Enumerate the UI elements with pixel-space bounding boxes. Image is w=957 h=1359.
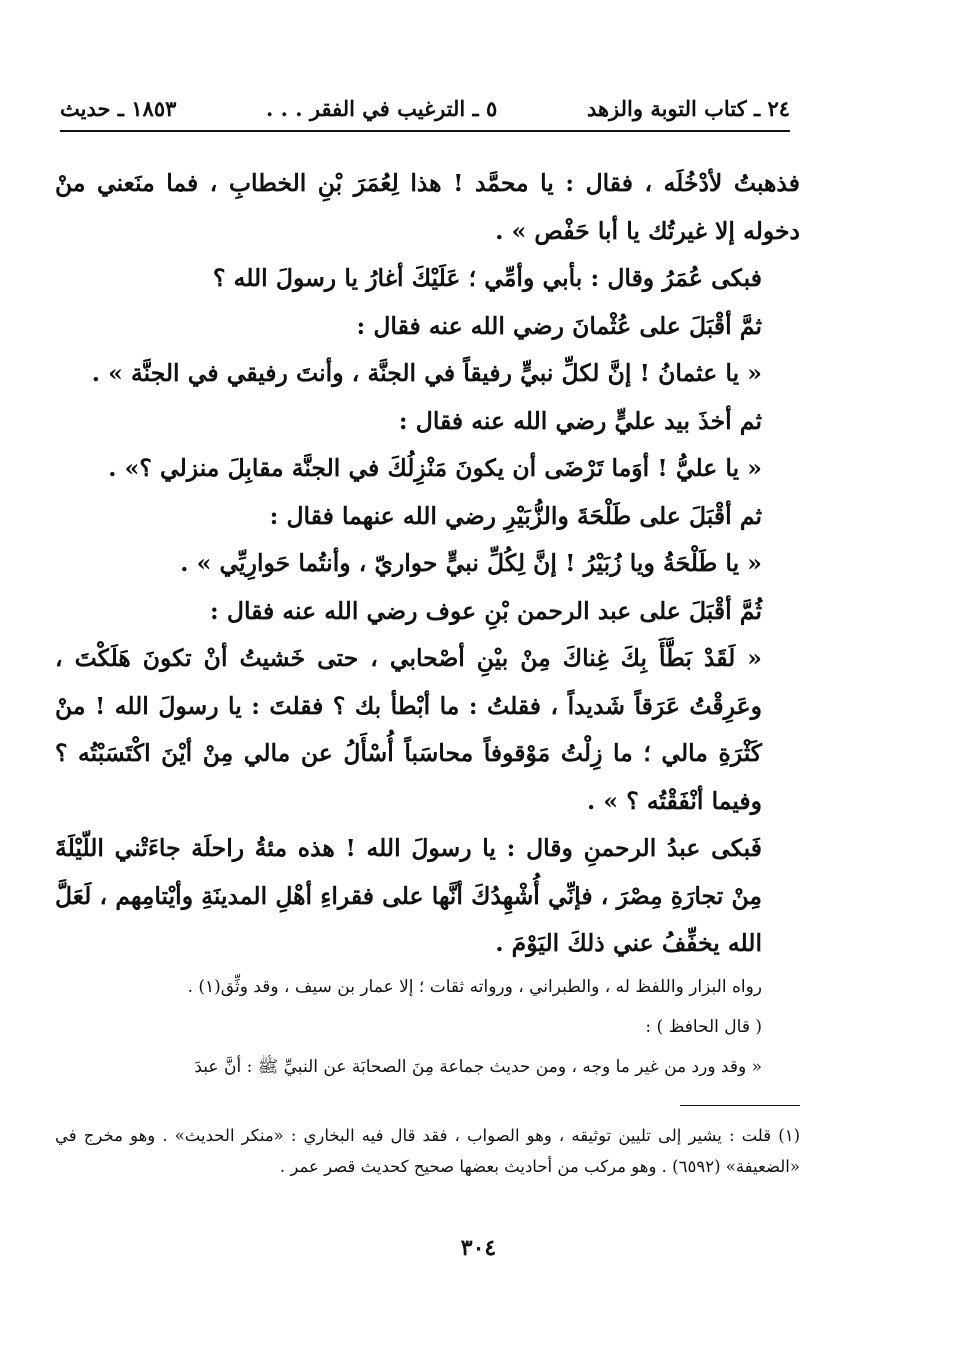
source-note: رواه البزار واللفظ له ، والطبراني ، ورواته ثقات ؛ إلا عمار بن سيف ، وقد وثِّق(١) .	[187, 977, 762, 997]
footnote-1: (١) قلت : يشير إلى تليين توثيقه ، وهو الصواب ، فقد قال فيه البخاري : «منكر الحديث» . وهو مخرج في «الضعيفة» (٦٥٩٢) . وهو مركب من أحاديث بعضها صحيح كحديث قصر عمر .	[55, 1126, 800, 1176]
footnote-divider	[680, 1105, 800, 1106]
paragraph: ثُمَّ أقْبَلَ على عبد الرحمن بْنِ عوف رضي الله عنه فقال :	[210, 596, 762, 625]
paragraph: « لَقَدْ بَطَّأَ بِكَ غِناكَ مِنْ بيْنِ أصْحابي ، حتى خَشيتُ أنْ تكونَ هَلَكْتَ ، وعَرِقْتُ عَرَقاً شَديداً ، فقلتُ : ما أبْطأ بك ؟ فقلتَ : يا رسولَ الله ! منْ كَثْرَةِ مالي ؛ ما زِلْتُ مَوْقوفاً محاسَباً أُسْأَلُ عن مالي مِنْ أيْنَ اكْتَسَبْتُه ؟ وفيما أنْفَقْتُه ؟ » .	[55, 644, 762, 815]
paragraph: فَبكى عبدُ الرحمنِ وقال : يا رسولَ الله ! هذه مئةُ راحلَة جاءَتْني اللّيْلَةَ مِنْ تجارَةِ مِصْرَ ، فإنِّي أُشْهِدُكَ أنَّها على فقراءِ أهْلِ المدينَةِ وأيْتامِهم ، لَعَلَّ الله يخفِّفُ عني ذلكَ اليَوْمَ .	[55, 834, 762, 957]
paragraph: فذهبتُ لأدْخُلَه ، فقال : يا محمَّد ! هذا لِعُمَرَ بْنِ الخطابِ ، فما منَعني منْ دخوله إلا غيرتُك يا أبا حَفْص » .	[55, 169, 800, 245]
paragraph: « يا عثمانُ ! إنَّ لكلِّ نبيٍّ رفيقاً في الجنَّة ، وأنتَ رفيقي في الجنَّة » .	[91, 359, 762, 387]
hadith-body	[55, 160, 800, 968]
page-number: ٣٠٤	[460, 1235, 497, 1261]
hafiz-label: ( قال الحافظ ) :	[645, 1017, 762, 1037]
citation-block	[55, 967, 800, 1087]
paragraph: ثم أخذَ بيد عليٍّ رضي الله عنه فقال :	[398, 406, 762, 435]
paragraph: ثم أقْبَلَ على طَلْحَةَ والزُّبَيْرِ رضي الله عنهما فقال :	[269, 501, 762, 530]
chapter-title: ٢٤ ـ كتاب التوبة والزهد	[586, 95, 790, 121]
header-divider	[60, 130, 790, 132]
paragraph: ثمَّ أقْبَلَ على عُثْمانَ رضي الله عنه فقال :	[356, 311, 762, 340]
paragraph: « يا عليُّ ! أوَما تَرْضَى أن يكونَ مَنْزِلُكَ في الجنَّة مقابِلَ منزلي ؟» .	[108, 454, 762, 482]
running-header	[60, 90, 790, 126]
paragraph: فبكى عُمَرُ وقال : بأبي وأمِّي ؛ عَلَيْكَ أغارُ يا رسولَ الله ؟	[212, 264, 762, 292]
section-title: ٥ ـ الترغيب في الفقر . . .	[266, 95, 498, 121]
paragraph: « يا طَلْحَةُ ويا زُبَيْرُ ! إنَّ لِكُلِّ نبيٍّ حواريّ ، وأنتُما حَوارِيِّي » .	[180, 549, 762, 577]
footnotes	[55, 1120, 800, 1182]
hadith-number: ١٨٥٣ ـ حديث	[60, 95, 177, 121]
continuation-text: « وقد ورد من غير ما وجه ، ومن حديث جماعة مِنَ الصحابَة عن النبيِّ ﷺ : أنَّ عبدَ	[194, 1057, 762, 1077]
